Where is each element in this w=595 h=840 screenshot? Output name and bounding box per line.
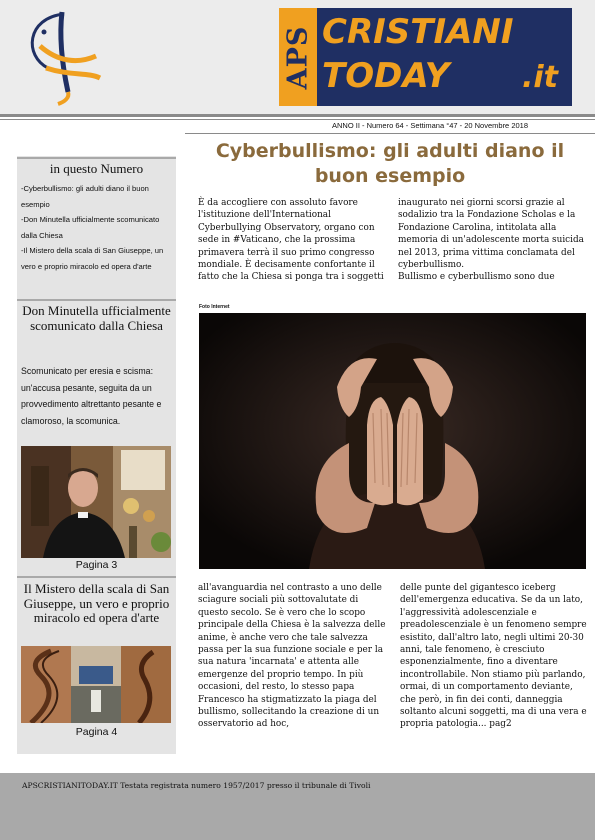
toc-item[interactable]: -Don Minutella ufficialmente scomunicato dalla Chiesa — [21, 215, 160, 240]
article-photo — [199, 313, 586, 569]
page-reference[interactable]: Pagina 4 — [75, 726, 118, 738]
page-reference[interactable]: Pagina 3 — [75, 559, 118, 571]
photo-credit: Foto Internet — [199, 304, 230, 310]
issue-rule — [185, 133, 595, 134]
toc-title: in questo Numero — [49, 161, 144, 176]
sidebar-story-title[interactable]: Don Minutella ufficialmente scomunicato dalla Chiesa — [22, 303, 171, 333]
article-column-1-top: È da accogliere con assoluto favore l'istituzione dell'International Cyberbullying Observatory, organo con sede in #Vaticano, che la prossima primavera terrà il suo primo congresso mondiale. È decisamente confortante il fatto che la Chiesa si ponga tra i soggetti — [198, 198, 384, 283]
article-column-2-bottom: delle punte del gigantesco iceberg dell'emergenza educativa. Se da un lato, l'aggressività adolescenziale e preadolescenziale è un fenomeno sempre esistito, dall'altro lato, negli ultimi 20-30 anni, tale fenomeno, è cresciuto esponenzialmente, fino a diventare incontrollabile. Non stiamo più parlando, ormai, di un comportamento deviante, che però, in fin dei conti, danneggia soltanto alcuni soggetti, ma di una vera e propria patologia... pag2 — [400, 583, 587, 730]
article-column-2-top: inaugurato nei giorni scorsi grazie al sodalizio tra la Fondazione Scholas e la Fondazione Carolina, intitolata alla memoria di un'adolescente morta suicida nel 2013, prima vittima conclamata del cyberbullismo. Bullismo e cyberbullismo sono due — [398, 198, 584, 283]
header-rule — [0, 114, 595, 117]
aps-label: APS — [282, 25, 314, 89]
sidebar-divider — [17, 299, 176, 301]
masthead-title-line1: CRISTIANI — [322, 12, 514, 52]
sidebar-story-title[interactable]: Il Mistero della scala di San Giuseppe, un vero e proprio miracolo ed opera d'arte — [23, 581, 170, 626]
sidebar-story-summary: Scomunicato per eresia e scisma: un'accusa pesante, seguita da un provvedimento altrettanto pesante e clamoroso, la scomunica. — [21, 366, 162, 426]
article-column-1-bottom: all'avanguardia nel contrasto a uno delle sciagure sociali più sottovalutate di questo secolo. Se è vero che lo scopo principale della Chiesa è la salvezza delle anime, è anche vero che tale salvezza passa per la sua funzione sociale e per la sua natura 'incarnata' e attenta alle emergenze del proprio tempo. In più occasioni, del resto, lo stesso papa Francesco ha stigmatizzato la piaga del bullismo, sollecitando la creazione di un osservatorio ad hoc, — [198, 583, 386, 730]
cross-fish-icon — [18, 6, 108, 108]
issue-line: ANNO II - Numero 64 - Settimana °47 - 20 Novembre 2018 — [332, 121, 528, 130]
masthead-title-line2: TODAY — [322, 56, 450, 96]
header-rule-thin — [0, 119, 595, 120]
priest-photo[interactable] — [21, 446, 171, 558]
toc-item[interactable]: -Il Mistero della scala di San Giuseppe, un vero e proprio miracolo ed opera d'arte — [21, 246, 164, 271]
toc-item[interactable]: -Cyberbullismo: gli adulti diano il buon esempio — [21, 184, 149, 209]
sidebar-divider — [17, 157, 176, 159]
article-headline: Cyberbullismo: gli adulti diano il buon esempio — [215, 140, 565, 187]
footer-text: APSCRISTIANITODAY.IT Testata registrata numero 1957/2017 presso il tribunale di Tivoli — [22, 781, 371, 790]
staircase-photo[interactable] — [21, 646, 171, 723]
masthead-domain: .it — [522, 60, 559, 95]
sidebar-divider — [17, 576, 176, 578]
